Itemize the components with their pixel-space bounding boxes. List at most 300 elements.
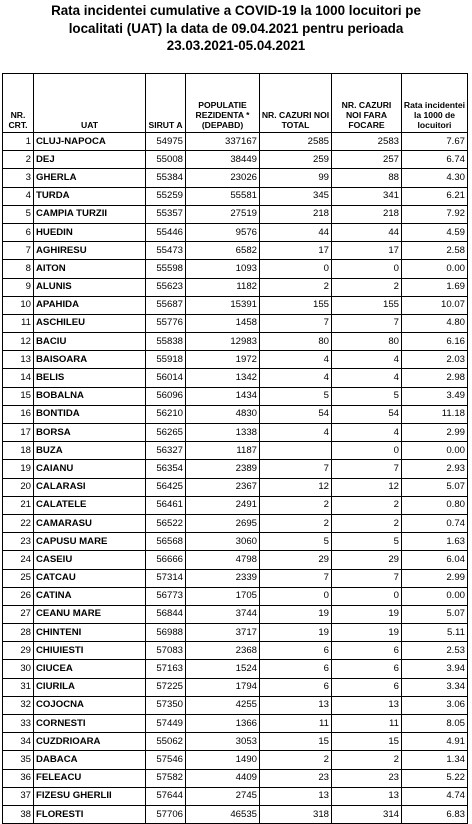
cell-nr-crt: 31 [3, 678, 34, 696]
cell-uat: BUZA [34, 442, 146, 460]
header-nr-crt: NR. CRT. [3, 74, 34, 133]
cell-uat: CIURILA [34, 678, 146, 696]
cell-populatie: 3060 [186, 533, 260, 551]
cell-cazuri-total: 99 [260, 169, 332, 187]
cell-cazuri-total: 80 [260, 333, 332, 351]
table-row [3, 424, 468, 442]
cell-uat: BONTIDA [34, 405, 146, 423]
cell-populatie: 4255 [186, 696, 260, 714]
cell-cazuri-total: 345 [260, 187, 332, 205]
cell-nr-crt: 4 [3, 187, 34, 205]
cell-uat: CUZDRIOARA [34, 733, 146, 751]
cell-cazuri-fara-focare: 341 [332, 187, 402, 205]
table-row [3, 514, 468, 532]
cell-rata-incidenta: 5.11 [402, 624, 468, 642]
cell-uat: CALATELE [34, 496, 146, 514]
title-line-2: localitati (UAT) la data de 09.04.2021 pentru perioada [68, 20, 404, 36]
cell-siruta: 57706 [146, 805, 186, 823]
cell-siruta: 57163 [146, 660, 186, 678]
cell-nr-crt: 15 [3, 387, 34, 405]
cell-siruta: 55623 [146, 278, 186, 296]
cell-nr-crt: 32 [3, 696, 34, 714]
cell-cazuri-fara-focare: 11 [332, 715, 402, 733]
cell-cazuri-fara-focare: 6 [332, 678, 402, 696]
cell-cazuri-total: 4 [260, 424, 332, 442]
table-row [3, 787, 468, 805]
header-uat: UAT [34, 74, 146, 133]
cell-rata-incidenta: 5.07 [402, 478, 468, 496]
header-populatie: POPULATIE REZIDENTA * (DEPABD) [186, 74, 260, 133]
cell-nr-crt: 6 [3, 223, 34, 241]
cell-cazuri-total: 0 [260, 260, 332, 278]
cell-cazuri-fara-focare: 2 [332, 496, 402, 514]
cell-rata-incidenta: 0.00 [402, 587, 468, 605]
cell-uat: DABACA [34, 751, 146, 769]
cell-uat: AGHIRESU [34, 242, 146, 260]
header-rata-incidenta: Rata incidentei la 1000 de locuitori [402, 74, 468, 133]
cell-rata-incidenta: 4.74 [402, 787, 468, 805]
table-row [3, 278, 468, 296]
cell-cazuri-fara-focare: 155 [332, 296, 402, 314]
cell-siruta: 56327 [146, 442, 186, 460]
cell-cazuri-fara-focare: 17 [332, 242, 402, 260]
cell-uat: CATCAU [34, 569, 146, 587]
cell-cazuri-total: 2 [260, 514, 332, 532]
cell-siruta: 56354 [146, 460, 186, 478]
cell-cazuri-total: 29 [260, 551, 332, 569]
cell-rata-incidenta: 1.34 [402, 751, 468, 769]
table-row [3, 733, 468, 751]
header-cazuri-total: NR. CAZURI NOI TOTAL [260, 74, 332, 133]
cell-nr-crt: 13 [3, 351, 34, 369]
cell-siruta: 56844 [146, 605, 186, 623]
cell-nr-crt: 24 [3, 551, 34, 569]
table-header-row [3, 74, 468, 133]
table-row [3, 478, 468, 496]
cell-rata-incidenta: 1.63 [402, 533, 468, 551]
cell-siruta: 57546 [146, 751, 186, 769]
cell-nr-crt: 27 [3, 605, 34, 623]
cell-populatie: 3717 [186, 624, 260, 642]
cell-uat: CHIUIESTI [34, 642, 146, 660]
cell-cazuri-total: 259 [260, 151, 332, 169]
cell-rata-incidenta: 4.91 [402, 733, 468, 751]
cell-nr-crt: 33 [3, 715, 34, 733]
cell-nr-crt: 5 [3, 205, 34, 223]
cell-populatie: 6582 [186, 242, 260, 260]
cell-populatie: 3744 [186, 605, 260, 623]
cell-populatie: 38449 [186, 151, 260, 169]
table-row [3, 223, 468, 241]
cell-cazuri-total: 7 [260, 569, 332, 587]
cell-cazuri-total: 318 [260, 805, 332, 823]
cell-siruta: 55473 [146, 242, 186, 260]
cell-rata-incidenta: 11.18 [402, 405, 468, 423]
cell-cazuri-total: 12 [260, 478, 332, 496]
cell-siruta: 55008 [146, 151, 186, 169]
cell-rata-incidenta: 6.04 [402, 551, 468, 569]
cell-cazuri-total: 7 [260, 314, 332, 332]
cell-nr-crt: 34 [3, 733, 34, 751]
cell-cazuri-total: 11 [260, 715, 332, 733]
cell-nr-crt: 3 [3, 169, 34, 187]
cell-populatie: 1458 [186, 314, 260, 332]
cell-populatie: 1434 [186, 387, 260, 405]
table-row [3, 351, 468, 369]
cell-cazuri-fara-focare: 4 [332, 351, 402, 369]
table-row [3, 369, 468, 387]
cell-cazuri-fara-focare: 0 [332, 442, 402, 460]
cell-siruta: 55446 [146, 223, 186, 241]
cell-populatie: 55581 [186, 187, 260, 205]
table-row [3, 187, 468, 205]
cell-siruta: 56014 [146, 369, 186, 387]
cell-cazuri-fara-focare: 0 [332, 587, 402, 605]
cell-cazuri-total: 44 [260, 223, 332, 241]
cell-nr-crt: 12 [3, 333, 34, 351]
cell-siruta: 55259 [146, 187, 186, 205]
cell-cazuri-total: 2 [260, 496, 332, 514]
cell-cazuri-fara-focare: 54 [332, 405, 402, 423]
cell-cazuri-fara-focare: 19 [332, 605, 402, 623]
cell-nr-crt: 37 [3, 787, 34, 805]
cell-nr-crt: 2 [3, 151, 34, 169]
cell-rata-incidenta: 6.83 [402, 805, 468, 823]
cell-populatie: 1490 [186, 751, 260, 769]
cell-rata-incidenta: 5.22 [402, 769, 468, 787]
cell-cazuri-fara-focare: 2 [332, 514, 402, 532]
cell-uat: CIUCEA [34, 660, 146, 678]
cell-populatie: 4798 [186, 551, 260, 569]
cell-cazuri-total: 23 [260, 769, 332, 787]
cell-siruta: 54975 [146, 133, 186, 151]
cell-siruta: 56461 [146, 496, 186, 514]
cell-cazuri-total: 4 [260, 351, 332, 369]
cell-nr-crt: 18 [3, 442, 34, 460]
cell-cazuri-total: 2 [260, 278, 332, 296]
cell-populatie: 2339 [186, 569, 260, 587]
cell-siruta: 56210 [146, 405, 186, 423]
cell-populatie: 27519 [186, 205, 260, 223]
cell-uat: CAMPIA TURZII [34, 205, 146, 223]
cell-nr-crt: 20 [3, 478, 34, 496]
cell-uat: CHINTENI [34, 624, 146, 642]
cell-uat: CLUJ-NAPOCA [34, 133, 146, 151]
cell-siruta: 57083 [146, 642, 186, 660]
cell-rata-incidenta: 2.58 [402, 242, 468, 260]
cell-populatie: 1972 [186, 351, 260, 369]
cell-nr-crt: 9 [3, 278, 34, 296]
cell-cazuri-total: 155 [260, 296, 332, 314]
cell-cazuri-fara-focare: 15 [332, 733, 402, 751]
cell-rata-incidenta: 0.74 [402, 514, 468, 532]
cell-cazuri-fara-focare: 80 [332, 333, 402, 351]
cell-uat: APAHIDA [34, 296, 146, 314]
cell-rata-incidenta: 2.53 [402, 642, 468, 660]
cell-nr-crt: 38 [3, 805, 34, 823]
cell-populatie: 2745 [186, 787, 260, 805]
cell-siruta: 55838 [146, 333, 186, 351]
cell-cazuri-fara-focare: 13 [332, 787, 402, 805]
cell-cazuri-total: 4 [260, 369, 332, 387]
title-line-1: Rata incidentei cumulative a COVID-19 la 1000 locuitori pe [51, 3, 421, 18]
table-row [3, 569, 468, 587]
cell-siruta: 55062 [146, 733, 186, 751]
cell-nr-crt: 22 [3, 514, 34, 532]
cell-rata-incidenta: 6.16 [402, 333, 468, 351]
cell-siruta: 56988 [146, 624, 186, 642]
cell-siruta: 56666 [146, 551, 186, 569]
cell-nr-crt: 26 [3, 587, 34, 605]
cell-nr-crt: 1 [3, 133, 34, 151]
cell-uat: ALUNIS [34, 278, 146, 296]
cell-populatie: 9576 [186, 223, 260, 241]
cell-cazuri-fara-focare: 0 [332, 260, 402, 278]
cell-populatie: 1187 [186, 442, 260, 460]
cell-rata-incidenta: 2.99 [402, 424, 468, 442]
cell-populatie: 2389 [186, 460, 260, 478]
cell-rata-incidenta: 2.99 [402, 569, 468, 587]
cell-siruta: 57644 [146, 787, 186, 805]
cell-siruta: 56773 [146, 587, 186, 605]
cell-cazuri-fara-focare: 2 [332, 751, 402, 769]
cell-siruta: 57582 [146, 769, 186, 787]
header-cazuri-fara-focare: NR. CAZURI NOI FARA FOCARE [332, 74, 402, 133]
cell-nr-crt: 29 [3, 642, 34, 660]
cell-uat: CORNESTI [34, 715, 146, 733]
cell-uat: BOBALNA [34, 387, 146, 405]
table-row [3, 678, 468, 696]
cell-populatie: 23026 [186, 169, 260, 187]
cell-siruta: 57350 [146, 696, 186, 714]
cell-uat: GHERLA [34, 169, 146, 187]
cell-cazuri-fara-focare: 5 [332, 387, 402, 405]
cell-siruta: 56425 [146, 478, 186, 496]
table-row [3, 624, 468, 642]
cell-siruta: 55776 [146, 314, 186, 332]
table-row [3, 405, 468, 423]
cell-siruta: 56265 [146, 424, 186, 442]
cell-rata-incidenta: 3.49 [402, 387, 468, 405]
cell-cazuri-total: 6 [260, 660, 332, 678]
table-row [3, 242, 468, 260]
cell-uat: TURDA [34, 187, 146, 205]
cell-nr-crt: 8 [3, 260, 34, 278]
cell-uat: BACIU [34, 333, 146, 351]
cell-uat: CATINA [34, 587, 146, 605]
cell-cazuri-total: 5 [260, 387, 332, 405]
cell-uat: CASEIU [34, 551, 146, 569]
cell-populatie: 1342 [186, 369, 260, 387]
cell-cazuri-fara-focare: 19 [332, 624, 402, 642]
cell-populatie: 1338 [186, 424, 260, 442]
table-row [3, 805, 468, 823]
cell-uat: BORSA [34, 424, 146, 442]
cell-uat: BELIS [34, 369, 146, 387]
cell-uat: BAISOARA [34, 351, 146, 369]
table-row [3, 660, 468, 678]
cell-cazuri-fara-focare: 7 [332, 314, 402, 332]
cell-populatie: 2367 [186, 478, 260, 496]
cell-rata-incidenta: 5.07 [402, 605, 468, 623]
cell-cazuri-total: 218 [260, 205, 332, 223]
cell-cazuri-fara-focare: 5 [332, 533, 402, 551]
cell-populatie: 1182 [186, 278, 260, 296]
cell-cazuri-fara-focare: 257 [332, 151, 402, 169]
cell-cazuri-total: 19 [260, 605, 332, 623]
cell-cazuri-total: 2 [260, 751, 332, 769]
cell-nr-crt: 30 [3, 660, 34, 678]
cell-nr-crt: 14 [3, 369, 34, 387]
cell-nr-crt: 21 [3, 496, 34, 514]
cell-cazuri-total: 19 [260, 624, 332, 642]
cell-populatie: 46535 [186, 805, 260, 823]
cell-populatie: 3053 [186, 733, 260, 751]
cell-nr-crt: 19 [3, 460, 34, 478]
cell-uat: FLORESTI [34, 805, 146, 823]
document-title [0, 0, 472, 58]
cell-rata-incidenta: 2.03 [402, 351, 468, 369]
cell-cazuri-total: 54 [260, 405, 332, 423]
cell-uat: HUEDIN [34, 223, 146, 241]
cell-uat: AITON [34, 260, 146, 278]
table-row [3, 605, 468, 623]
cell-nr-crt: 36 [3, 769, 34, 787]
cell-populatie: 337167 [186, 133, 260, 151]
cell-uat: CALARASI [34, 478, 146, 496]
table-row [3, 260, 468, 278]
cell-nr-crt: 25 [3, 569, 34, 587]
cell-rata-incidenta: 7.67 [402, 133, 468, 151]
cell-cazuri-total: 2585 [260, 133, 332, 151]
cell-cazuri-total: 6 [260, 642, 332, 660]
cell-populatie: 2695 [186, 514, 260, 532]
cell-nr-crt: 7 [3, 242, 34, 260]
cell-rata-incidenta: 0.80 [402, 496, 468, 514]
cell-siruta: 55357 [146, 205, 186, 223]
cell-cazuri-fara-focare: 4 [332, 424, 402, 442]
cell-rata-incidenta: 0.00 [402, 442, 468, 460]
cell-cazuri-total: 17 [260, 242, 332, 260]
cell-cazuri-fara-focare: 44 [332, 223, 402, 241]
cell-cazuri-total: 15 [260, 733, 332, 751]
table-row [3, 133, 468, 151]
cell-populatie: 2491 [186, 496, 260, 514]
cell-siruta: 56522 [146, 514, 186, 532]
cell-siruta: 56568 [146, 533, 186, 551]
cell-cazuri-total: 6 [260, 678, 332, 696]
table-row [3, 314, 468, 332]
cell-uat: CEANU MARE [34, 605, 146, 623]
cell-populatie: 1524 [186, 660, 260, 678]
table-row [3, 387, 468, 405]
cell-uat: CAMARASU [34, 514, 146, 532]
cell-populatie: 4830 [186, 405, 260, 423]
cell-cazuri-total: 13 [260, 696, 332, 714]
cell-uat: FIZESU GHERLII [34, 787, 146, 805]
cell-cazuri-total: 13 [260, 787, 332, 805]
incidence-table [2, 73, 468, 824]
table-row [3, 333, 468, 351]
table-row [3, 205, 468, 223]
cell-siruta: 56096 [146, 387, 186, 405]
cell-rata-incidenta: 3.34 [402, 678, 468, 696]
cell-cazuri-fara-focare: 2 [332, 278, 402, 296]
title-line-3: 23.03.2021-05.04.2021 [166, 38, 306, 53]
cell-populatie: 12983 [186, 333, 260, 351]
cell-cazuri-total: 7 [260, 460, 332, 478]
cell-populatie: 1366 [186, 715, 260, 733]
cell-nr-crt: 11 [3, 314, 34, 332]
cell-cazuri-fara-focare: 13 [332, 696, 402, 714]
cell-rata-incidenta: 8.05 [402, 715, 468, 733]
cell-populatie: 4409 [186, 769, 260, 787]
table-row [3, 551, 468, 569]
cell-populatie: 15391 [186, 296, 260, 314]
cell-rata-incidenta: 0.00 [402, 260, 468, 278]
cell-rata-incidenta: 10.07 [402, 296, 468, 314]
cell-siruta: 55598 [146, 260, 186, 278]
cell-nr-crt: 28 [3, 624, 34, 642]
cell-rata-incidenta: 3.06 [402, 696, 468, 714]
table-row [3, 533, 468, 551]
cell-siruta: 57449 [146, 715, 186, 733]
header-siruta: SIRUT A [146, 74, 186, 133]
table-body [3, 133, 468, 824]
cell-uat: COJOCNA [34, 696, 146, 714]
table-row [3, 751, 468, 769]
cell-rata-incidenta: 4.80 [402, 314, 468, 332]
table-row [3, 696, 468, 714]
table-row [3, 169, 468, 187]
cell-nr-crt: 16 [3, 405, 34, 423]
cell-uat: FELEACU [34, 769, 146, 787]
cell-cazuri-fara-focare: 23 [332, 769, 402, 787]
table-row [3, 460, 468, 478]
cell-siruta: 55918 [146, 351, 186, 369]
cell-populatie: 1093 [186, 260, 260, 278]
table-row [3, 151, 468, 169]
table-row [3, 296, 468, 314]
cell-uat: DEJ [34, 151, 146, 169]
cell-cazuri-fara-focare: 12 [332, 478, 402, 496]
cell-uat: CAPUSU MARE [34, 533, 146, 551]
table-row [3, 642, 468, 660]
cell-nr-crt: 17 [3, 424, 34, 442]
cell-cazuri-fara-focare: 7 [332, 460, 402, 478]
cell-cazuri-fara-focare: 4 [332, 369, 402, 387]
cell-rata-incidenta: 6.21 [402, 187, 468, 205]
cell-cazuri-fara-focare: 7 [332, 569, 402, 587]
cell-cazuri-fara-focare: 6 [332, 660, 402, 678]
cell-cazuri-total [260, 442, 332, 460]
cell-cazuri-total: 5 [260, 533, 332, 551]
cell-uat: CAIANU [34, 460, 146, 478]
cell-rata-incidenta: 4.59 [402, 223, 468, 241]
cell-cazuri-fara-focare: 29 [332, 551, 402, 569]
cell-nr-crt: 35 [3, 751, 34, 769]
cell-populatie: 1794 [186, 678, 260, 696]
cell-cazuri-fara-focare: 218 [332, 205, 402, 223]
cell-rata-incidenta: 1.69 [402, 278, 468, 296]
cell-populatie: 2368 [186, 642, 260, 660]
cell-cazuri-total: 0 [260, 587, 332, 605]
cell-siruta: 55384 [146, 169, 186, 187]
table-row [3, 442, 468, 460]
cell-siruta: 57314 [146, 569, 186, 587]
cell-rata-incidenta: 7.92 [402, 205, 468, 223]
cell-nr-crt: 23 [3, 533, 34, 551]
